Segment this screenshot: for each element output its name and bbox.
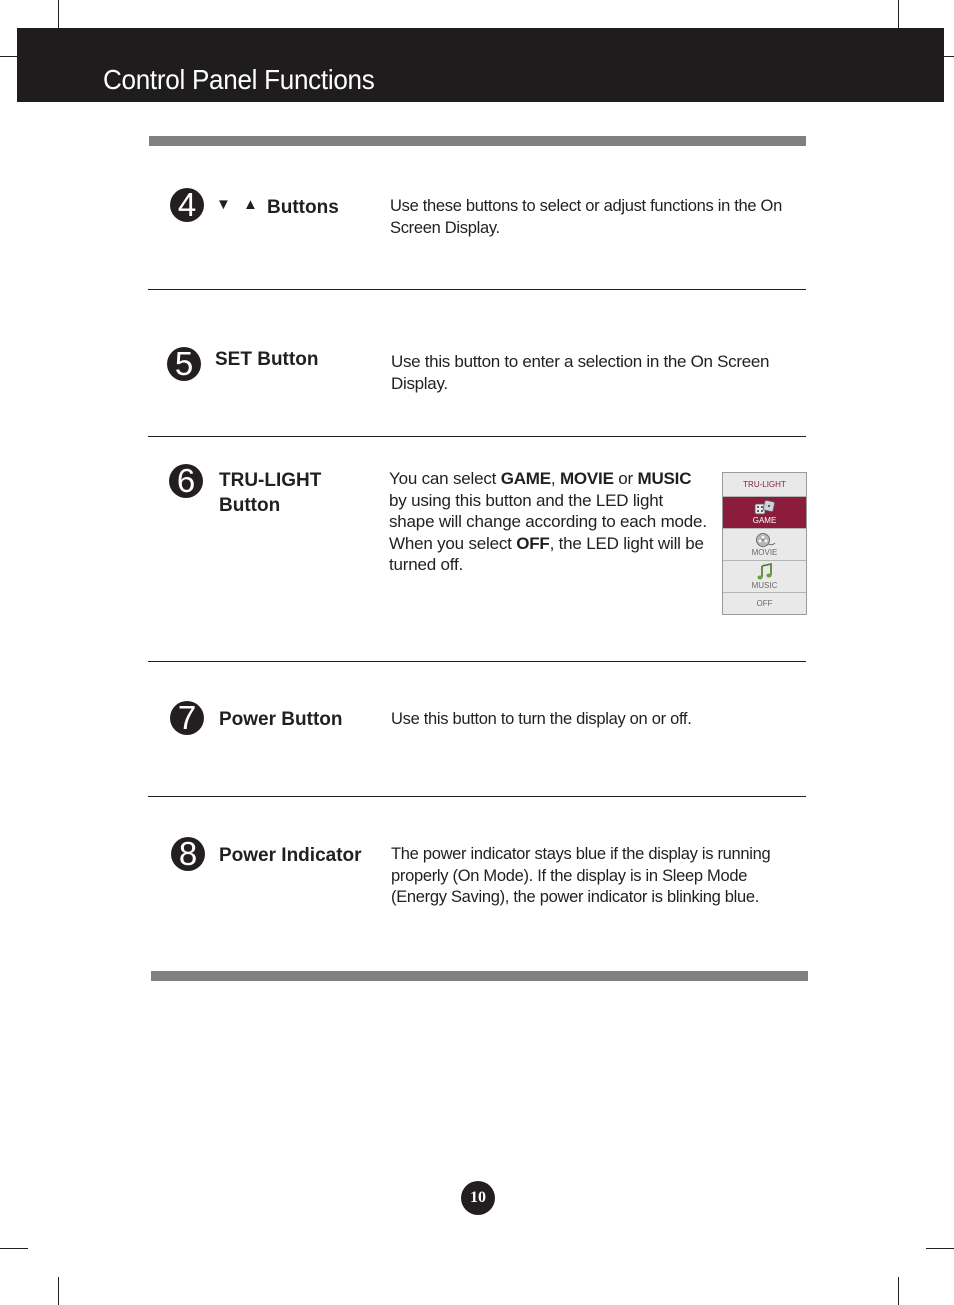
desc-off: OFF — [516, 533, 550, 553]
section-description-power-button: Use this button to turn the display on or off. — [391, 710, 692, 728]
desc-text: by using this button and the LED light shape will change according to each mode. When you select — [389, 490, 707, 553]
section-divider — [148, 661, 806, 662]
section-number-7: 7 — [170, 701, 204, 735]
panel-item-game-label: GAME — [752, 516, 777, 525]
tru-light-label-line1: TRU-LIGHT — [219, 470, 322, 491]
panel-title — [723, 473, 806, 497]
section-description-set-button: Use this button to enter a selection in the On Screen Display. — [391, 352, 770, 393]
section-divider — [148, 289, 806, 290]
panel-item-off — [723, 593, 806, 614]
page-number: 10 — [461, 1181, 495, 1215]
section-divider — [148, 796, 806, 797]
panel-item-music-label: MUSIC — [751, 581, 778, 590]
crop-mark — [0, 1248, 28, 1249]
desc-text: , — [550, 469, 560, 488]
panel-item-movie — [723, 529, 806, 561]
section-label-set-button: SET Button — [215, 349, 319, 370]
bottom-divider-bar — [151, 971, 808, 981]
crop-mark — [58, 0, 59, 28]
crop-mark — [926, 1248, 954, 1249]
top-divider-bar — [149, 136, 806, 146]
page-header — [17, 28, 944, 102]
crop-mark — [898, 1277, 899, 1305]
desc-text: , the LED light will be turned off. — [389, 533, 704, 574]
panel-item-game — [723, 497, 806, 529]
section-label-tru-light — [219, 468, 321, 518]
section-number-6: 6 — [169, 464, 203, 498]
section-description-power-indicator: The power indicator stays blue if the display is running properly (On Mode). If the display is in Sleep Mode (Energy Saving), the power indicator is blinking blue. — [391, 845, 771, 906]
tru-light-panel — [722, 472, 807, 615]
up-arrow-icon: ▲ — [243, 196, 258, 213]
film-reel-icon — [754, 532, 776, 548]
crop-mark — [0, 56, 17, 57]
music-note-icon — [754, 563, 776, 581]
desc-text: or — [613, 469, 638, 488]
crop-mark — [944, 56, 954, 57]
panel-item-movie-label: MOVIE — [751, 548, 778, 557]
section-description-buttons: Use these buttons to select or adjust functions in the On Screen Display. — [390, 197, 782, 237]
crop-mark — [58, 1277, 59, 1305]
section-label-buttons: Buttons — [267, 197, 339, 218]
section-number-5: 5 — [167, 347, 201, 381]
panel-item-off-label: OFF — [756, 599, 773, 608]
desc-movie: MOVIE — [559, 469, 614, 488]
desc-text: You can select — [389, 469, 501, 488]
panel-item-music — [723, 561, 806, 593]
panel-title-text: TRU-LIGHT — [743, 480, 786, 489]
section-number-4: 4 — [170, 188, 204, 222]
dice-icon — [754, 500, 776, 516]
section-number-8: 8 — [171, 837, 205, 871]
down-arrow-icon: ▼ — [216, 196, 231, 213]
tru-light-label-line2: Button — [219, 495, 281, 516]
crop-mark — [898, 0, 899, 28]
desc-music: MUSIC — [637, 469, 692, 488]
section-divider — [148, 436, 806, 437]
section-description-tru-light — [389, 468, 711, 576]
section-label-power-button: Power Button — [219, 709, 343, 730]
page-title: Control Panel Functions — [103, 64, 375, 95]
section-label-power-indicator: Power Indicator — [219, 845, 362, 866]
desc-game: GAME — [500, 469, 551, 488]
